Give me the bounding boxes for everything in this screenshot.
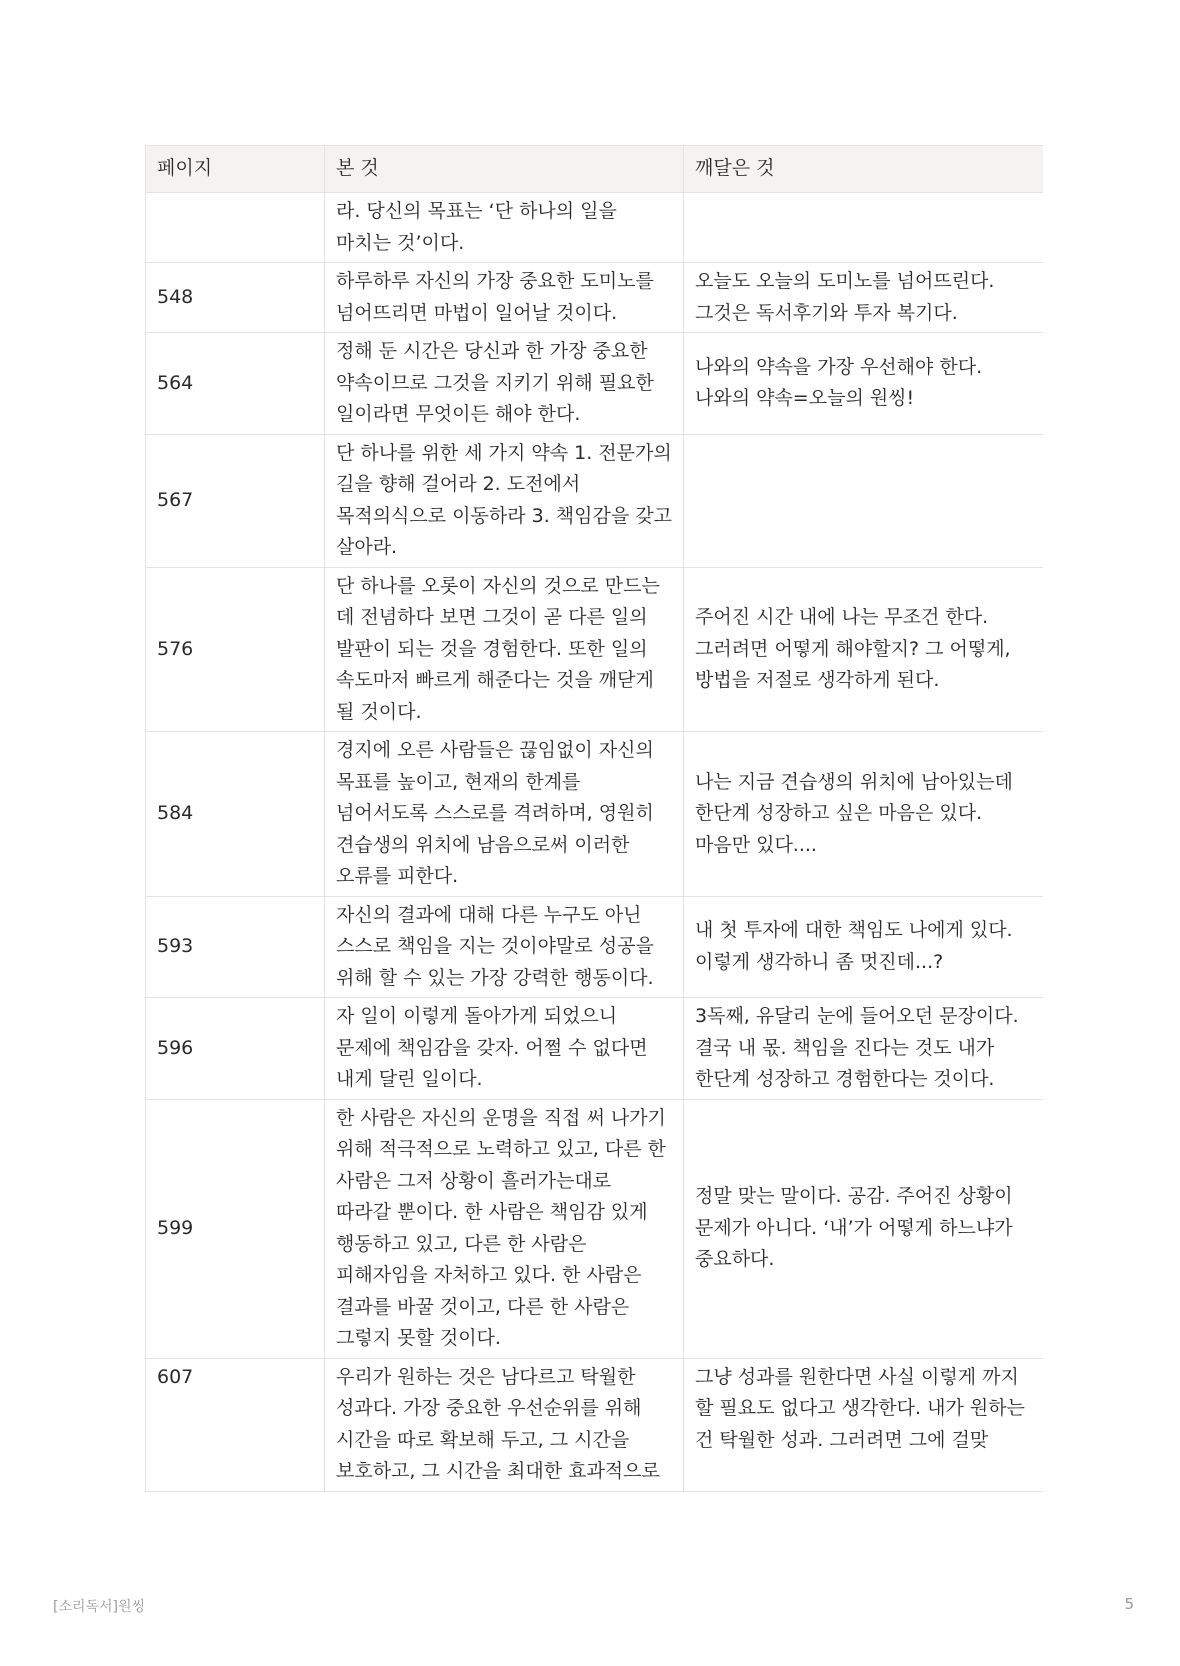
realized-cell: 3독째, 유달리 눈에 들어오던 문장이다. 결국 내 몫. 책임을 진다는 것도 내가 한단계 성장하고 경험한다는 것이다. — [684, 998, 1044, 1100]
table-row — [146, 732, 1044, 897]
seen-cell: 라. 당신의 목표는 ‘단 하나의 일을 마치는 것’이다. — [325, 193, 684, 263]
reading-notes-table-container — [145, 145, 1043, 1538]
realized-cell — [684, 434, 1044, 567]
table-row — [146, 434, 1044, 567]
realized-cell: 정말 맞는 말이다. 공감. 주어진 상황이 문제가 아니다. ‘내’가 어떻게 하느냐가 중요하다. — [684, 1099, 1044, 1358]
table-row — [146, 567, 1044, 732]
page-cell: 584 — [146, 732, 325, 897]
table-row — [146, 263, 1044, 333]
page-cell: 596 — [146, 998, 325, 1100]
realized-cell: 오늘도 오늘의 도미노를 넘어뜨린다. 그것은 독서후기와 투자 복기다. — [684, 263, 1044, 333]
table-row — [146, 896, 1044, 998]
footer-page-number: 5 — [1124, 1595, 1134, 1613]
reading-notes-table — [145, 145, 1043, 1492]
realized-cell: 내 첫 투자에 대한 책임도 나에게 있다. 이렇게 생각하니 좀 멋진데...? — [684, 896, 1044, 998]
realized-cell: 나와의 약속을 가장 우선해야 한다. 나와의 약속=오늘의 원씽! — [684, 333, 1044, 435]
seen-cell: 하루하루 자신의 가장 중요한 도미노를 넘어뜨리면 마법이 일어날 것이다. — [325, 263, 684, 333]
realized-cell: 그냥 성과를 원한다면 사실 이렇게 까지 할 필요도 없다고 생각한다. 내가 원하는 건 탁월한 성과. 그러려면 그에 걸맞 — [684, 1358, 1044, 1491]
page-cell: 576 — [146, 567, 325, 732]
page-cell: 548 — [146, 263, 325, 333]
realized-cell: 나는 지금 견습생의 위치에 남아있는데 한단계 성장하고 싶은 마음은 있다. 마음만 있다.... — [684, 732, 1044, 897]
table-header-row — [146, 146, 1044, 193]
seen-cell: 한 사람은 자신의 운명을 직접 써 나가기 위해 적극적으로 노력하고 있고, 다른 한 사람은 그저 상황이 흘러가는대로 따라갈 뿐이다. 한 사람은 책임감 있게 행동하고 있고, 다른 한 사람은 피해자임을 자처하고 있다. 한 사람은 결과를 바꿀 것이고, 다른 한 사람은 그렇지 못할 것이다. — [325, 1099, 684, 1358]
seen-cell: 자 일이 이렇게 돌아가게 되었으니 문제에 책임감을 갖자. 어쩔 수 없다면 내게 달린 일이다. — [325, 998, 684, 1100]
table-row — [146, 1099, 1044, 1358]
page-cell: 567 — [146, 434, 325, 567]
realized-cell — [684, 193, 1044, 263]
table-row — [146, 333, 1044, 435]
page-cell: 599 — [146, 1099, 325, 1358]
table-row — [146, 1358, 1044, 1491]
page-cell — [146, 193, 325, 263]
page-cell: 564 — [146, 333, 325, 435]
header-seen: 본 것 — [325, 146, 684, 193]
footer-document-label: [소리독서]원씽 — [53, 1599, 146, 1615]
page-cell: 593 — [146, 896, 325, 998]
realized-cell: 주어진 시간 내에 나는 무조건 한다. 그러려면 어떻게 해야할지? 그 어떻게, 방법을 저절로 생각하게 된다. — [684, 567, 1044, 732]
page-cell: 607 — [146, 1358, 325, 1491]
header-page: 페이지 — [146, 146, 325, 193]
seen-cell: 자신의 결과에 대해 다른 누구도 아닌 스스로 책임을 지는 것이야말로 성공을 위해 할 수 있는 가장 강력한 행동이다. — [325, 896, 684, 998]
table-row — [146, 193, 1044, 263]
seen-cell: 단 하나를 위한 세 가지 약속 1. 전문가의 길을 향해 걸어라 2. 도전에서 목적의식으로 이동하라 3. 책임감을 갖고 살아라. — [325, 434, 684, 567]
header-realized: 깨달은 것 — [684, 146, 1044, 193]
seen-cell: 우리가 원하는 것은 남다르고 탁월한 성과다. 가장 중요한 우선순위를 위해 시간을 따로 확보해 두고, 그 시간을 보호하고, 그 시간을 최대한 효과적으로 — [325, 1358, 684, 1491]
seen-cell: 정해 둔 시간은 당신과 한 가장 중요한 약속이므로 그것을 지키기 위해 필요한 일이라면 무엇이든 해야 한다. — [325, 333, 684, 435]
table-row — [146, 998, 1044, 1100]
seen-cell: 단 하나를 오롯이 자신의 것으로 만드는 데 전념하다 보면 그것이 곧 다른 일의 발판이 되는 것을 경험한다. 또한 일의 속도마저 빠르게 해준다는 것을 깨닫게 될 것이다. — [325, 567, 684, 732]
seen-cell: 경지에 오른 사람들은 끊임없이 자신의 목표를 높이고, 현재의 한계를 넘어서도록 스스로를 격려하며, 영원히 견습생의 위치에 남음으로써 이러한 오류를 피한다. — [325, 732, 684, 897]
